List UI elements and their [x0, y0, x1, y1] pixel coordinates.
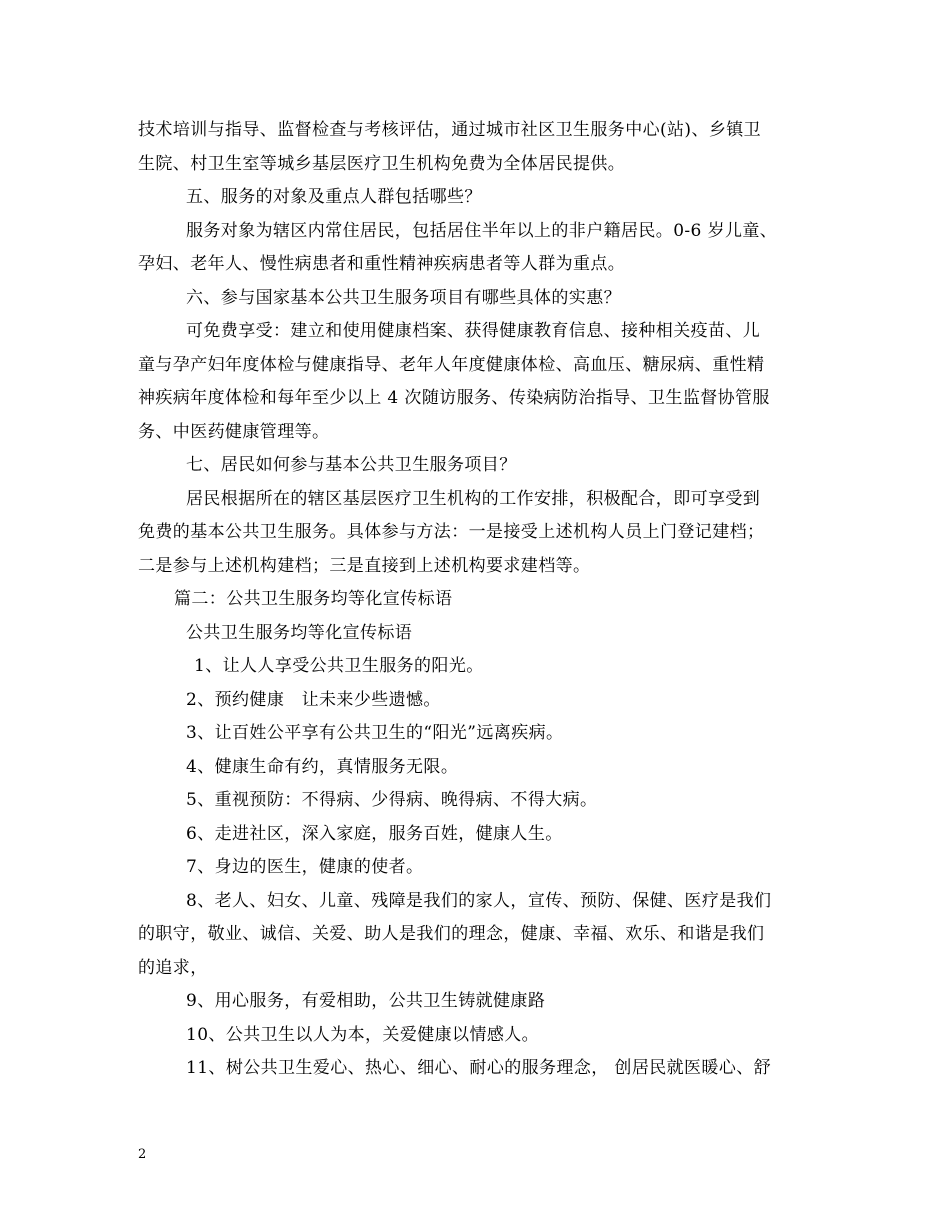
chapter-heading: 篇二：公共卫生服务均等化宣传标语	[174, 589, 453, 609]
chapter-subtitle: 公共卫生服务均等化宣传标语	[186, 622, 413, 643]
paragraph-line: 服务对象为辖区内常住居民，包括居住半年以上的非户籍居民。0-6 岁儿童、	[186, 220, 778, 241]
document-body	[138, 114, 828, 1086]
slogan-item: 8、老人、妇女、儿童、残障是我们的家人，宣传、预防、保健、医疗是我们	[186, 890, 772, 911]
paragraph-line: 技术培训与指导、监督检查与考核评估，通过城市社区卫生服务中心(站)、乡镇卫	[138, 120, 762, 140]
paragraph-line: 生院、村卫生室等城乡基层医疗卫生机构免费为全体居民提供。	[138, 153, 626, 174]
paragraph-line: 务、中医药健康管理等。	[138, 421, 330, 442]
slogan-item: 1、让人人享受公共卫生服务的阳光。	[194, 656, 484, 676]
paragraph-line: 二是参与上述机构建档；三是直接到上述机构要求建档等。	[138, 555, 591, 576]
section-heading: 五、服务的对象及重点人群包括哪些？	[186, 187, 482, 207]
paragraph-line: 免费的基本公共卫生服务。具体参与方法：一是接受上述机构人员上门登记建档；	[138, 522, 765, 542]
slogan-item: 9、用心服务，有爱相助，公共卫生铸就健康路	[186, 991, 546, 1011]
paragraph-line: 童与孕产妇年度体检与健康指导、老年人年度健康体检、高血压、糖尿病、重性精	[138, 354, 765, 375]
paragraph-line: 的追求，	[138, 957, 208, 978]
paragraph-line: 孕妇、老年人、慢性病患者和重性精神疾病患者等人群为重点。	[138, 254, 626, 274]
slogan-item: 5、重视预防：不得病、少得病、晚得病、不得大病。	[186, 790, 598, 810]
paragraph-line: 居民根据所在的辖区基层医疗卫生机构的工作安排，积极配合，即可享受到	[186, 488, 761, 509]
slogan-item: 11、树公共卫生爱心、热心、细心、耐心的服务理念， 创居民就医暖心、舒	[186, 1058, 772, 1078]
section-heading: 六、参与国家基本公共卫生服务项目有哪些具体的实惠？	[186, 287, 621, 308]
paragraph-line: 可免费享受：建立和使用健康档案、获得健康教育信息、接种相关疫苗、儿	[186, 321, 761, 341]
slogan-item: 10、公共卫生以人为本，关爱健康以情感人。	[186, 1024, 540, 1045]
slogan-item: 6、走进社区，深入家庭，服务百姓，健康人生。	[186, 823, 563, 844]
section-heading: 七、居民如何参与基本公共卫生服务项目？	[186, 455, 517, 475]
slogan-item: 4、健康生命有约，真情服务无限。	[186, 756, 459, 777]
page-number: 2	[138, 1147, 147, 1162]
paragraph-line: 的职守，敬业、诚信、关爱、助人是我们的理念，健康、幸福、欢乐、和谐是我们	[138, 924, 765, 944]
slogan-item: 7、身边的医生，健康的使者。	[186, 857, 424, 877]
slogan-item: 3、让百姓公平享有公共卫生的“阳光”远离疾病。	[186, 723, 564, 743]
slogan-item: 2、预约健康 让未来少些遗憾。	[186, 689, 441, 710]
paragraph-line: 神疾病年度体检和每年至少以上 4 次随访服务、传染病防治指导、卫生监督协管服	[138, 388, 770, 408]
